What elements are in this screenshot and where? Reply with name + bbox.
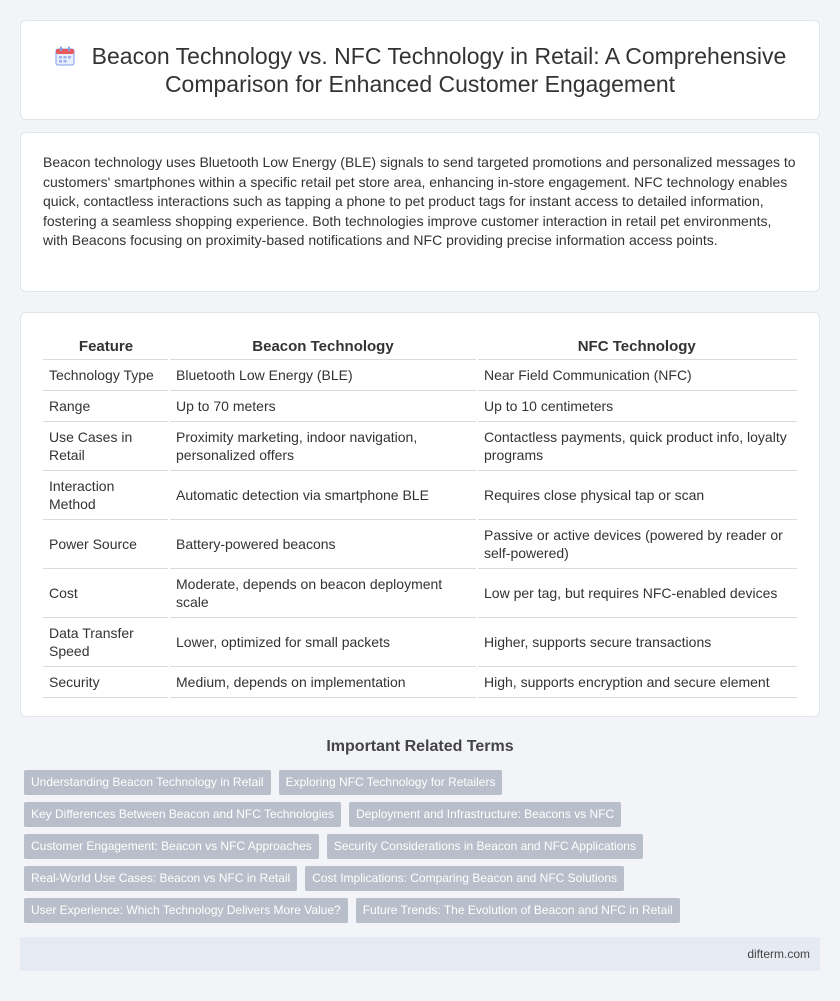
calendar-icon [54, 45, 76, 67]
nfc-cell: Requires close physical tap or scan [477, 470, 797, 519]
related-term-link[interactable]: Understanding Beacon Technology in Retail [24, 770, 271, 795]
feature-cell: Cost [43, 568, 169, 617]
related-term-link[interactable]: Key Differences Between Beacon and NFC Technologies [24, 802, 341, 827]
footer [20, 937, 820, 971]
title-card [20, 20, 820, 120]
feature-cell: Use Cases in Retail [43, 421, 169, 470]
intro-card [20, 132, 820, 292]
related-term-link[interactable]: Cost Implications: Comparing Beacon and NFC Solutions [305, 866, 624, 891]
beacon-cell: Proximity marketing, indoor navigation, personalized offers [169, 421, 477, 470]
table-header-row [43, 333, 797, 359]
feature-cell: Data Transfer Speed [43, 617, 169, 666]
related-term-link[interactable]: Security Considerations in Beacon and NFC Applications [327, 834, 643, 859]
related-terms-title: Important Related Terms [326, 738, 514, 755]
page-title-text: Beacon Technology vs. NFC Technology in Retail: A Comprehensive Comparison for Enhanced Customer Engagement [91, 43, 787, 97]
beacon-cell: Bluetooth Low Energy (BLE) [169, 359, 477, 390]
table-row [43, 568, 797, 617]
table-row [43, 421, 797, 470]
tag-row [24, 770, 824, 795]
tag-row [24, 802, 824, 827]
feature-cell: Power Source [43, 519, 169, 568]
header-beacon: Beacon Technology [169, 333, 477, 359]
beacon-cell: Up to 70 meters [169, 390, 477, 421]
nfc-cell: Contactless payments, quick product info, loyalty programs [477, 421, 797, 470]
feature-cell: Technology Type [43, 359, 169, 390]
table-row [43, 359, 797, 390]
nfc-cell: High, supports encryption and secure element [477, 666, 797, 697]
table-row [43, 390, 797, 421]
nfc-cell: Higher, supports secure transactions [477, 617, 797, 666]
related-term-link[interactable]: Real-World Use Cases: Beacon vs NFC in Retail [24, 866, 297, 891]
related-term-link[interactable]: Exploring NFC Technology for Retailers [279, 770, 503, 795]
nfc-cell: Near Field Communication (NFC) [477, 359, 797, 390]
beacon-cell: Moderate, depends on beacon deployment scale [169, 568, 477, 617]
comparison-table [43, 333, 797, 698]
tag-row [24, 834, 824, 859]
related-term-link[interactable]: User Experience: Which Technology Delivers More Value? [24, 898, 348, 923]
beacon-cell: Lower, optimized for small packets [169, 617, 477, 666]
tag-row [24, 866, 824, 891]
table-row [43, 519, 797, 568]
feature-cell: Range [43, 390, 169, 421]
related-terms-list [24, 770, 824, 930]
related-term-link[interactable]: Future Trends: The Evolution of Beacon and NFC in Retail [356, 898, 680, 923]
related-term-link[interactable]: Customer Engagement: Beacon vs NFC Approaches [24, 834, 319, 859]
nfc-cell: Up to 10 centimeters [477, 390, 797, 421]
header-nfc: NFC Technology [477, 333, 797, 359]
comparison-table-card [20, 312, 820, 717]
beacon-cell: Battery-powered beacons [169, 519, 477, 568]
intro-paragraph: Beacon technology uses Bluetooth Low Energy (BLE) signals to send targeted promotions and personalized messages to customers' smartphones within a specific retail pet store area, enhancing in-store engagement. NFC technology enables quick, contactless interactions such as tapping a phone to pet product tags for instant access to detailed information, fostering a seamless shopping experience. Both technologies improve customer interaction in retail pet environments, with Beacons focusing on proximity-based notifications and NFC providing precise information access points. [43, 154, 796, 249]
table-row [43, 666, 797, 697]
feature-cell: Interaction Method [43, 470, 169, 519]
tag-row [24, 898, 824, 923]
page-title [51, 42, 789, 98]
table-row [43, 470, 797, 519]
feature-cell: Security [43, 666, 169, 697]
related-term-link[interactable]: Deployment and Infrastructure: Beacons vs NFC [349, 802, 621, 827]
footer-site-link[interactable]: difterm.com [747, 947, 810, 961]
nfc-cell: Passive or active devices (powered by reader or self-powered) [477, 519, 797, 568]
nfc-cell: Low per tag, but requires NFC-enabled devices [477, 568, 797, 617]
beacon-cell: Automatic detection via smartphone BLE [169, 470, 477, 519]
table-row [43, 617, 797, 666]
beacon-cell: Medium, depends on implementation [169, 666, 477, 697]
header-feature: Feature [43, 333, 169, 359]
